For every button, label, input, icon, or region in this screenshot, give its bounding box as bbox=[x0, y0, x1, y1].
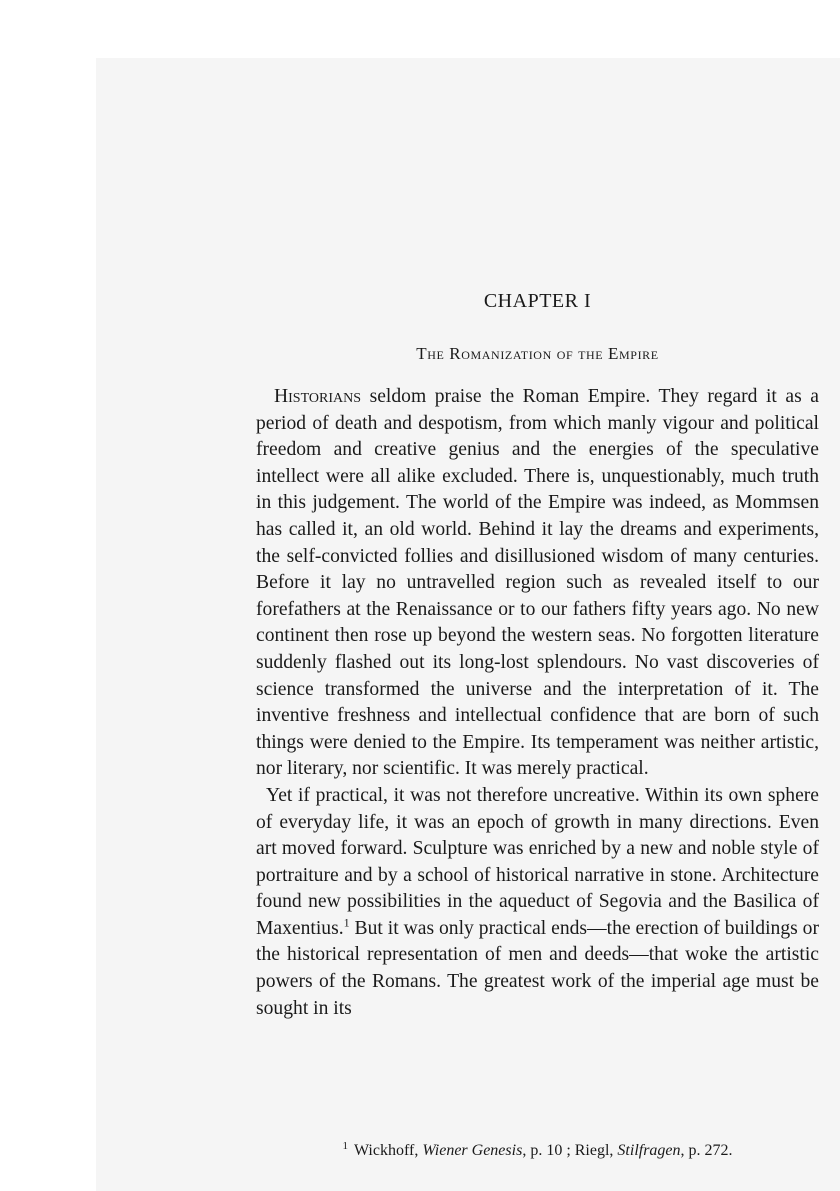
footnote-reference: 1 bbox=[343, 915, 350, 930]
body-text bbox=[256, 384, 819, 1022]
footnote bbox=[256, 1139, 819, 1160]
paragraph-text: seldom praise the Roman Empire. They regard it as a period of death and despotism, from which manly vigour and political freedom and creative genius and the energies of the speculative intellect were all alike excluded. There is, unquestionably, much truth in this judgement. The world of the Empire was indeed, as Mommsen has called it, an old world. Behind it lay the dreams and experiments, the self-convicted follies and disillusioned wisdom of many centuries. Before it lay no untravelled region such as revealed itself to our forefathers at the Renaissance or to our fathers fifty years ago. No new continent then rose up beyond the western seas. No forgotten literature suddenly flashed out its long-lost splendours. No vast discoveries of science transformed the universe and the interpretation of it. The inventive freshness and intellectual confidence that are born of such things were denied to the Empire. Its temperament was neither artistic, nor literary, nor scientific. It was merely practical. bbox=[256, 386, 819, 780]
footnote-work-title: Stilfragen bbox=[617, 1142, 681, 1159]
paragraph-lead-word: Historians bbox=[274, 386, 362, 407]
footnote-author: Wickhoff, bbox=[353, 1142, 423, 1159]
page bbox=[96, 58, 840, 1191]
paragraph bbox=[256, 384, 819, 783]
chapter-subtitle: The Romanization of the Empire bbox=[416, 344, 659, 363]
paragraph bbox=[256, 783, 819, 1022]
footnote-work-title: Wiener Genesis bbox=[422, 1142, 523, 1159]
footnote-reference-text: , p. 10 ; Riegl, bbox=[522, 1142, 618, 1159]
paragraph-text: But it was only practical ends—the erection of buildings or the historical representation of men and deeds—that woke the artistic powers of the Romans. The greatest work of the imperial age must be sought in its bbox=[256, 917, 819, 1019]
footnote-reference-text: , p. 272. bbox=[680, 1142, 733, 1159]
chapter-title: CHAPTER I bbox=[483, 290, 592, 312]
paragraph-text: Yet if practical, it was not therefore uncreative. Within its own sphere of everyday life, it was an epoch of growth in many directions. Even art moved forward. Sculpture was enriched by a new and noble style of portraiture and by a school of historical narrative in stone. Architecture found new possibilities in the aqueduct of Segovia and the Basilica of Maxentius. bbox=[256, 784, 819, 939]
footnote-marker: 1 bbox=[342, 1139, 348, 1152]
